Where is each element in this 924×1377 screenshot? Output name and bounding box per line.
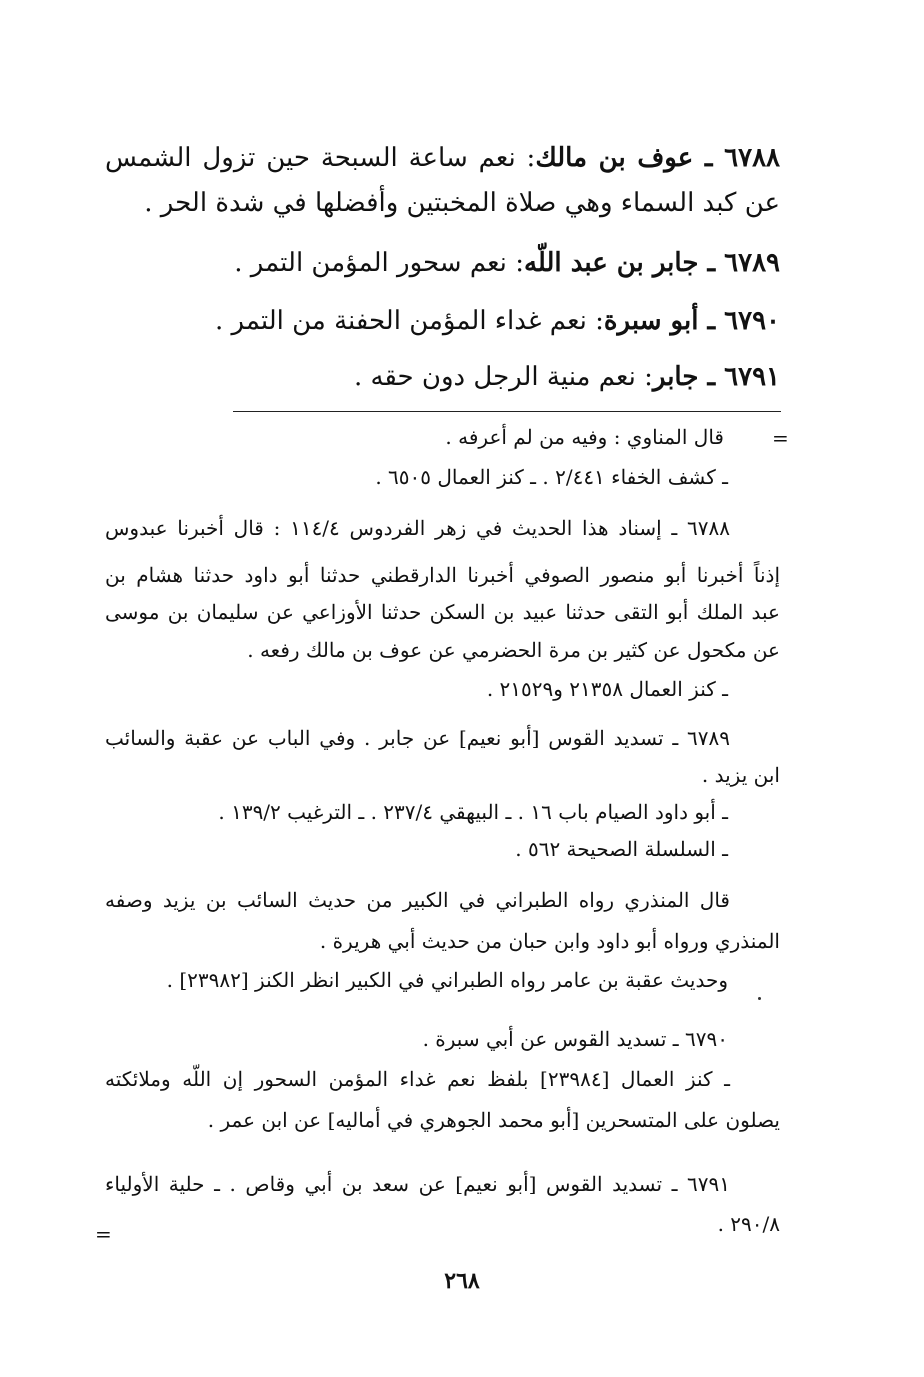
continuation-marker-bottom: = [95, 1222, 112, 1246]
footnote-line: ـ كشف الخفاء ٢/٤٤١ . ـ كنز العمال ٦٥٠٥ . [375, 465, 728, 489]
entry-6790-text: : نعم غداء المؤمن الحفنة من التمر . [214, 306, 604, 336]
footnote-line: المنذري ورواه أبو داود وابن حبان من حديث أبي هريرة . [319, 929, 780, 953]
footnote-line: ٦٧٩٠ ـ تسديد القوس عن أبي سبرة . [422, 1027, 728, 1051]
entry-6788-text-cont: عن كبد السماء وهي صلاة المخبتين وأفضلها في شدة الحر . [144, 188, 780, 218]
footnote-line: إذناً أخبرنا أبو منصور الصوفي أخبرنا الدارقطني حدثنا أبو داود حدثنا هشام بن [105, 563, 780, 587]
footnote-line: ابن يزيد . [701, 763, 780, 787]
footnote-line: عبد الملك أبو التقى حدثنا عبيد بن السكن حدثنا الأوزاعي عن سليمان بن موسى [105, 600, 780, 624]
footnote-line: ـ أبو داود الصيام باب ١٦ . ـ البيهقي ٢٣٧/٤ . ـ الترغيب ١٣٩/٢ . [218, 800, 728, 824]
footnote-line: وحديث عقبة بن عامر رواه الطبراني في الكبير انظر الكنز [٢٣٩٨٢] . [166, 968, 728, 992]
footnote-line: ٦٧٨٩ ـ تسديد القوس [أبو نعيم] عن جابر . وفي الباب عن عقبة والسائب [105, 726, 730, 750]
footnote-line: عن مكحول عن كثير بن مرة الحضرمي عن عوف بن مالك رفعه . [247, 638, 780, 662]
footnote-separator [233, 411, 781, 412]
entry-6788-text: : نعم ساعة السبحة حين تزول الشمس [105, 143, 536, 173]
footnote-line: ـ كنز العمال ٢١٣٥٨ و٢١٥٢٩ . [486, 677, 728, 701]
entry-6791 [354, 362, 780, 392]
stray-mark [758, 997, 761, 1000]
entry-6789 [234, 248, 780, 278]
footnote-line: ـ كنز العمال [٢٣٩٨٤] بلفظ نعم غداء المؤمن السحور إن اللّه وملائكته [105, 1067, 730, 1091]
entry-6790-heading: ٦٧٩٠ ـ أبو سبرة [603, 306, 780, 336]
footnote-line: ٦٧٩١ ـ تسديد القوس [أبو نعيم] عن سعد بن أبي وقاص . ـ حلية الأولياء [105, 1172, 730, 1196]
entry-6788-line-1 [105, 143, 780, 173]
footnote-line: يصلون على المتسحرين [أبو محمد الجوهري في أماليه] عن ابن عمر . [207, 1108, 780, 1132]
page-number: ٢٦٨ [444, 1268, 480, 1294]
entry-6791-text: : نعم منية الرجل دون حقه . [353, 362, 653, 392]
footnote-line: ـ السلسلة الصحيحة ٥٦٢ . [515, 837, 728, 861]
entry-6789-text: : نعم سحور المؤمن التمر . [234, 248, 524, 278]
footnote-line: ٦٧٨٨ ـ إسناد هذا الحديث في زهر الفردوس ١١٤/٤ : قال أخبرنا عبدوس [105, 516, 731, 540]
footnote-line: قال المناوي : وفيه من لم أعرفه . [445, 425, 724, 449]
entry-6790 [215, 306, 780, 336]
footnote-line: ٢٩٠/٨ . [717, 1212, 780, 1236]
entry-6788-line-2 [144, 188, 780, 218]
entry-6788-heading: ٦٧٨٨ ـ عوف بن مالك [535, 143, 780, 173]
footnote-line: قال المنذري رواه الطبراني في الكبير من حديث السائب بن يزيد وصفه [105, 888, 730, 912]
entry-6789-heading: ٦٧٨٩ ـ جابر بن عبد اللّه [523, 248, 780, 278]
entry-6791-heading: ٦٧٩١ ـ جابر [652, 362, 780, 392]
continuation-marker-top: = [772, 426, 789, 450]
